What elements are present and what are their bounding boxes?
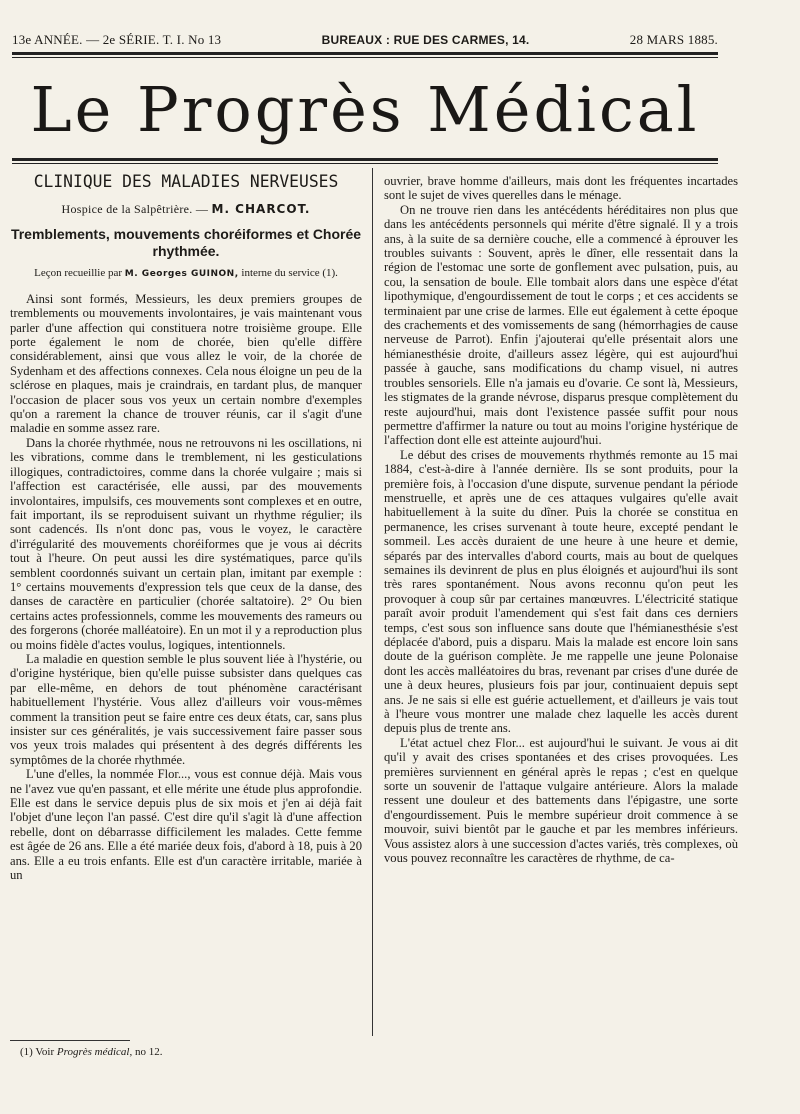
paragraph: Ainsi sont formés, Messieurs, les deux premiers groupes de tremblements ou mouvements involontaires, je vais maintenant vous parler d'une affection qui constituera notre troisième groupe. Elle porte également le nom de chorée, bien qu'elle diffère considérablement, ainsi que vous allez le voir, de la chorée de Sydenham et des affections connexes. Cela nous éloigne un peu de la sclérose en plaques, mais je craindrais, en tardant plus, de manquer l'occasion de placer sous vos yeux un certain nombre d'exemples qu'on a rarement la chance de trouver réunis, car il s'agit d'une maladie en somme assez rare. [10,291,362,436]
article-title: Tremblements, mouvements choréiformes et Chorée rhythmée. [10,226,362,260]
left-column [10,172,362,1036]
footnote [20,1046,162,1058]
paragraph: L'état actuel chez Flor... est aujourd'hui le suivant. Je vous ai dit qu'il y avait des crises spontanées et des crises provoquées. Les premières surviennent en général après le repas ; c'est en quelque sorte un souvenir de l'attaque vulgaire antérieure. Alors la malade ressent une douleur et des battements dans l'épigastre, une sorte d'engourdissement. Puis le membre supérieur droit commence à se mouvoir, suivi bientôt par le gauche et par les membres inférieurs. Vous assistez alors à une succession d'actes variés, très complexes, où vous pouvez reconnaître les caractères de rhythme, de ca- [384,735,738,866]
masthead-rule-thin [12,163,718,164]
header-rule-thick [12,52,718,55]
annee-text: 13e ANNÉE. [12,32,83,47]
issue-date: 28 MARS 1885. [629,32,718,47]
author-name: M. CHARCOT. [211,202,311,216]
column-divider [372,168,373,1036]
lecon-name: M. Georges GUINON, [124,269,239,280]
lecon-post: interne du service (1). [241,267,338,280]
office-address: BUREAUX : RUE DES CARMES, 14. [321,33,530,47]
paragraph: L'une d'elles, la nommée Flor..., vous est connue déjà. Mais vous ne l'avez vue qu'en passant, et elle mérite une étude plus approfondie. Elle est dans le service depuis plus de six mois et j'en ai déjà fait l'objet d'une leçon l'an passé. C'est dire qu'il s'agit là d'une affection rebelle, dont on débarrasse difficilement les malades. Cette femme est âgée de 26 ans. Elle a été mariée deux fois, d'abord à 18, puis à 20 ans. Elle a eu trois enfants. Elle est d'un caractère irritable, mariée à un [10,767,362,883]
paragraph: On ne trouve rien dans les antécédents héréditaires non plus que dans les antécédents personnels qui mérite d'être signalé. Il y a trois ans, à la suite de sa dernière couche, elle a commencé à éprouver les troubles suivants : Souvent, après le dîner, elle ressentait dans la région de l'estomac une sorte de gonflement avec pulsation, puis, au cou, la sensation de boule. Elle tombait alors dans une espèce d'état lipothymique, d'engourdissement de tout le corps ; et ces accidents se terminaient par une crise de larmes. Elle eut également à cette époque des crachements et des vomissements de sang (hémorrhagies de cause nerveuse de Parrot). Enfin j'ajouterai qu'elle présentait alors une hémianesthésie droite, d'ailleurs assez légère, qui est aujourd'hui passée à gauche, sans modifications du champ visuel, ni autres troubles sensoriels. Elle n'a jamais eu d'ovarie. Ce sont là, Messieurs, les stigmates de la grande névrose, disparus presque complètement du reste aujourd'hui, mais dont l'existence passée suffit pour nous permettre d'affirmer la nature ou tout au moins l'origine hystérique de l'affection dont elle est atteinte aujourd'hui. [384,202,738,448]
paragraph: ouvrier, brave homme d'ailleurs, mais dont les fréquentes incartades sont le sujet de vives querelles dans le ménage. [384,174,738,203]
header-rule-thin [12,57,718,58]
serie-text: — 2e SÉRIE. T. I. No 13 [86,32,222,47]
lecon-pre: Leçon recueillie par [34,267,123,280]
footnote-post: no 12. [134,1046,163,1058]
footnote-pre: (1) Voir [20,1046,55,1058]
masthead-title: Le Progrès Médical [30,73,700,146]
hospice-text: Hospice de la Salpêtrière. — [61,202,209,216]
masthead-rule-thick [12,158,718,161]
issue-year [12,32,221,48]
lecon-credit [10,266,362,281]
section-title: CLINIQUE DES MALADIES NERVEUSES [33,172,339,192]
paragraph: Le début des crises de mouvements rhythmés remonte au 15 mai 1884, c'est-à-dire à l'année dernière. Ils se sont produits, pour la première fois, à l'occasion d'une dispute, survenue pendant la période menstruelle, et après une de ces attaques vulgaires qu'elle avait habituellement à la suite du dîner. Puis la chorée se constitua en permanence, les crises survenant à toute heure, excepté pendant le sommeil. Les accès duraient de une heure à une heure et demie, séparés par des intervalles d'abord courts, mais au bout de quelques semaines ils devinrent de plus en plus éloignés et aujourd'hui ils sont très rares spontanément. Nous avons reconnu qu'on peut les provoquer à coup sûr par certaines manœuvres. L'électricité statique paraît avoir produit l'amendement qui s'est fait dans ces derniers temps, c'est sous son influence sans doute que l'hémianesthésie s'est déplacée d'abord, puis a disparu. Mais la malade est encore loin sans doute de la guérison complète. Je me rappelle une jeune Polonaise dont les accès malléatoires du bras, revenant par crises d'une durée de une à deux heures, plusieurs fois par jour, continuaient depuis sept ans. Je ne sais si elle est guérie actuellement, et d'ailleurs je vais tout à l'heure vous montrer une malade chez laquelle les accès durent depuis plus de trente ans. [384,447,738,736]
paragraph: La maladie en question semble le plus souvent liée à l'hystérie, ou d'origine hystérique, bien qu'elle puisse subsister dans quelques cas par elle-même, en dehors de tout phénomène caractérisant habituellement l'hystérie. Vous allez d'ailleurs voir vous-mêmes comment la transition peut se faire entre ces deux états, car, sans plus insister sur ces généralités, je vais successivement faire passer sous vos yeux trois malades qui présentent à des degrés différents les symptômes de la chorée rhythmée. [10,651,362,767]
issue-header [12,30,718,50]
footnote-rule [10,1040,130,1041]
hospice-line [10,202,362,216]
footnote-journal: Progrès médical, [56,1046,133,1058]
paragraph: Dans la chorée rhythmée, nous ne retrouvons ni les oscillations, ni les vibrations, comme dans le tremblement, ni les gesticulations illogiques, contradictoires, comme dans la chorée vulgaire ; mais si l'affection est caractérisée, elle aussi, par des mouvements involontaires, impulsifs, ces mouvements sont complexes et en outre, fait important, ils se reproduisent suivant un rhythme régulier; ils sont cadencés. Ils n'ont donc pas, vous le voyez, le caractère d'irrégularité des mouvements choréiformes que je vous ai décrits tout à l'heure. On peut aussi les dire systématiques, parce qu'ils semblent coordonnés suivant un certain plan, imitant par exemple : 1° certains mouvements d'expression tels que ceux de la danse, des danses de caractère en particulier (chorée saltatoire). 2° Ou bien certains actes professionnels, comme les mouvements des rameurs ou des forgerons (chorée malléatoire). En un mot il y a reproduction plus ou moins fidèle d'actes voulus, logiques, intentionnels. [10,435,362,652]
right-column [384,174,738,1038]
